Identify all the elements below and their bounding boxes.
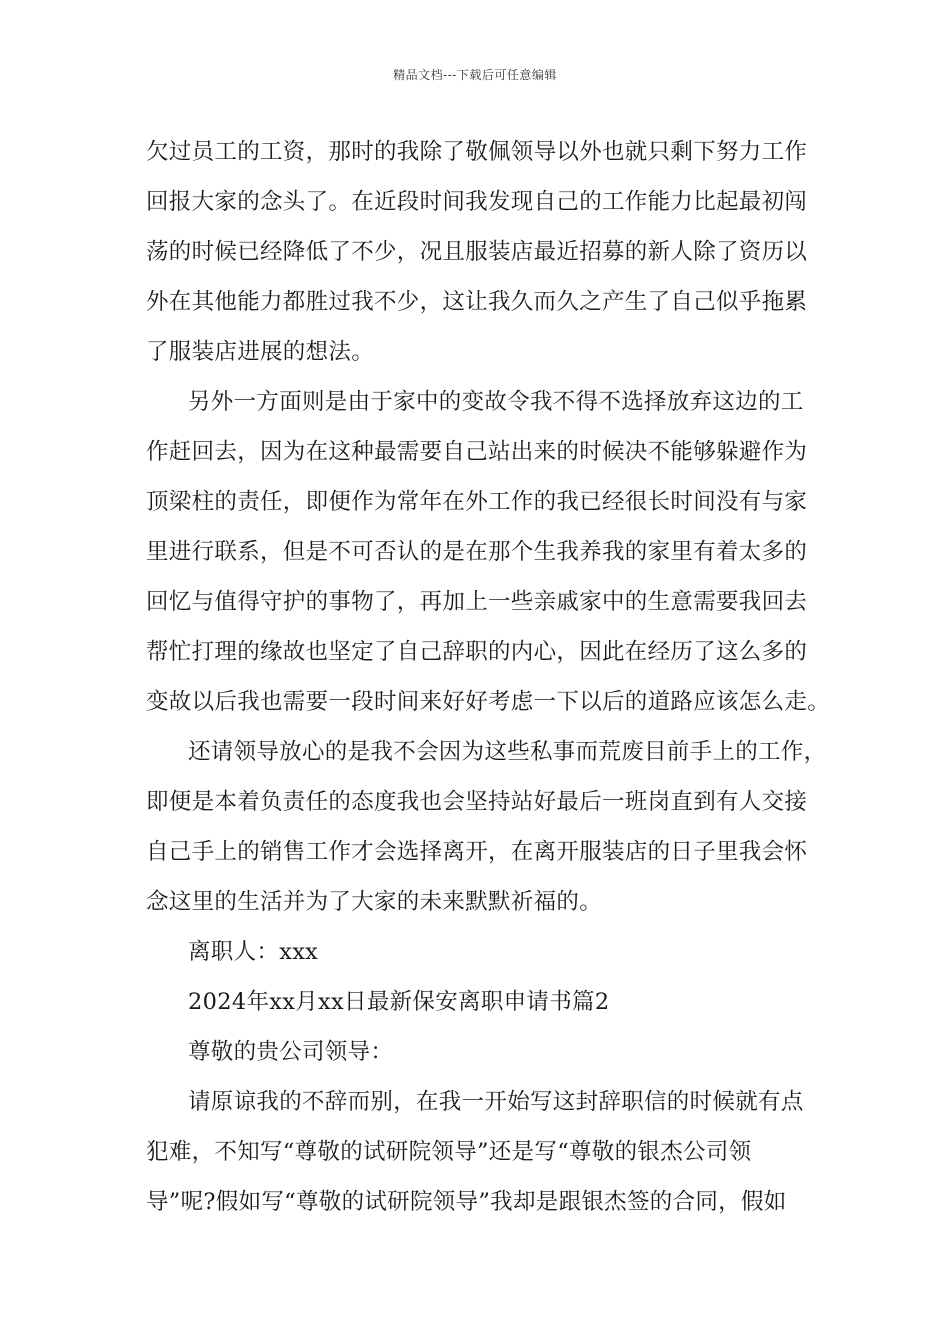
text-line: 了服装店进展的想法。: [146, 339, 375, 365]
text-line: 导”呢?假如写“尊敬的试研院领导”我却是跟银杰签的合同，假如: [146, 1189, 787, 1215]
text-line: 请原谅我的不辞而别，在我一开始写这封辞职信的时候就有点: [188, 1089, 804, 1115]
text-line: 荡的时候已经降低了不少，况且服装店最近招募的新人除了资历以: [146, 239, 808, 265]
page-header: 精品文档---下载后可任意编辑: [393, 68, 557, 82]
text-line: 自己手上的销售工作才会选择离开，在离开服装店的日子里我会怀: [146, 839, 808, 865]
signature-line: 离职人：xxx: [188, 939, 319, 965]
text-line: 即便是本着负责任的态度我也会坚持站好最后一班岗直到有人交接: [146, 789, 808, 815]
text-line: 回忆与值得守护的事物了，再加上一些亲戚家中的生意需要我回去: [146, 589, 808, 615]
text-line: 外在其他能力都胜过我不少，这让我久而久之产生了自己似乎拖累: [146, 289, 808, 315]
text-line: 另外一方面则是由于家中的变故令我不得不选择放弃这边的工: [188, 389, 804, 415]
text-line: 帮忙打理的缘故也坚定了自己辞职的内心，因此在经历了这么多的: [146, 639, 808, 665]
text-line: 变故以后我也需要一段时间来好好考虑一下以后的道路应该怎么走。: [146, 689, 831, 715]
text-line: 作赶回去，因为在这种最需要自己站出来的时候决不能够躲避作为: [146, 439, 808, 465]
text-line: 里进行联系，但是不可否认的是在那个生我养我的家里有着太多的: [146, 539, 808, 565]
text-line: 犯难，不知写“尊敬的试研院领导”还是写“尊敬的银杰公司领: [146, 1139, 752, 1165]
text-line: 顶梁柱的责任，即便作为常年在外工作的我已经很长时间没有与家: [146, 489, 808, 515]
text-line: 欠过员工的工资，那时的我除了敬佩领导以外也就只剩下努力工作: [146, 139, 808, 165]
text-line: 还请领导放心的是我不会因为这些私事而荒废目前手上的工作，: [188, 739, 827, 765]
text-line: 回报大家的念头了。在近段时间我发现自己的工作能力比起最初闯: [146, 189, 808, 215]
text-line: 念这里的生活并为了大家的未来默默祈福的。: [146, 889, 603, 915]
salutation: 尊敬的贵公司领导：: [188, 1039, 394, 1065]
section-title: 2024年xx月xx日最新保安离职申请书篇2: [188, 989, 610, 1015]
